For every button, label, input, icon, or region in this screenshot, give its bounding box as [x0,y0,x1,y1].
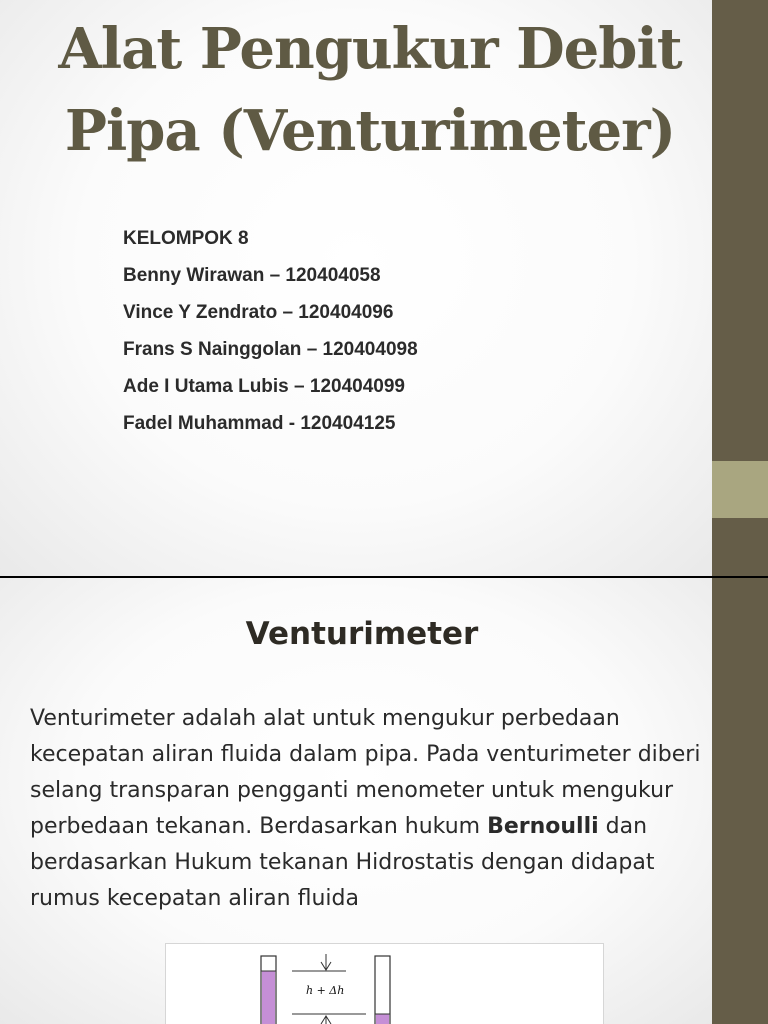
body-paragraph [30,701,710,917]
group-label: KELOMPOK 8 [123,228,249,249]
member-item: Benny Wirawan – 120404058 [123,265,381,286]
height-difference-label: h + Δh [306,984,345,997]
side-bar-accent [712,461,768,518]
member-item: Fadel Muhammad - 120404125 [123,413,396,434]
paragraph-text-end: dan berdasarkan Hukum tekanan Hidrostatis dengan didapat rumus kecepatan aliran fluida [30,814,655,911]
venturimeter-figure [165,943,604,1024]
member-item: Vince Y Zendrato – 120404096 [123,302,394,323]
left-tube-fluid [262,971,275,1024]
paragraph-text: Venturimeter adalah alat untuk mengukur perbedaan kecepatan aliran fluida dalam pipa. Pada venturimeter diberi selang transparan pengganti menometer untuk mengukur perbedaan tekanan. Berdasarkan hukum [30,706,701,839]
slide-title [30,8,710,172]
slide-heading: Venturimeter [245,616,479,652]
content-slide [0,578,768,1024]
title-line-2: Pipa (Venturimeter) [64,98,676,164]
member-item: Ade I Utama Lubis – 120404099 [123,376,405,397]
right-tube-fluid [376,1014,389,1024]
member-item: Frans S Nainggolan – 120404098 [123,339,418,360]
manometer-diagram [166,944,603,1024]
member-list [123,220,418,442]
title-line-1: Alat Pengukur Debit [58,16,682,82]
paragraph-bold-term: Bernoulli [487,814,599,839]
